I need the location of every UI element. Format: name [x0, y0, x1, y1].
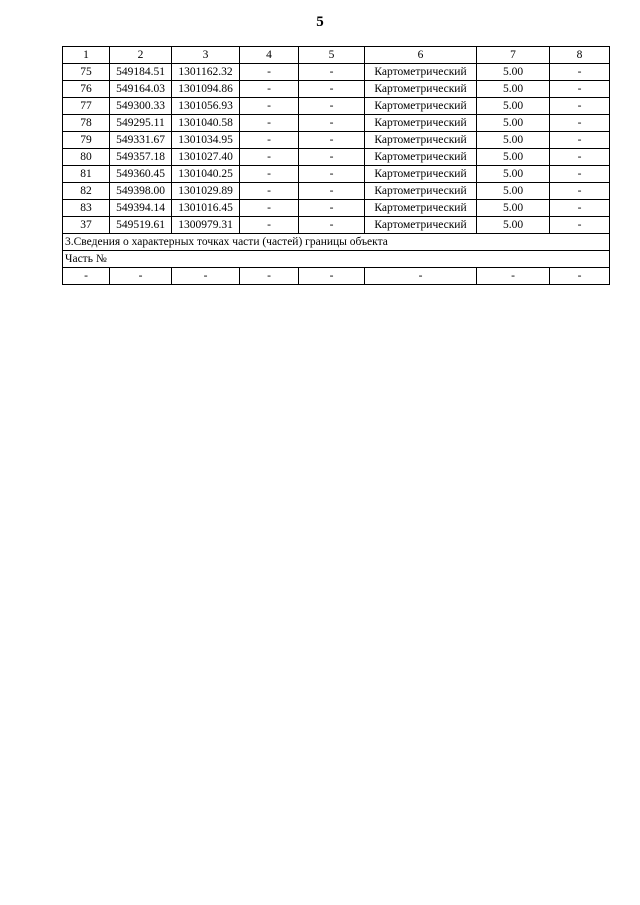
- table-cell: 1301040.58: [172, 115, 240, 132]
- table-cell: -: [550, 115, 610, 132]
- table-cell: 549360.45: [110, 166, 172, 183]
- part-label: Часть №: [63, 251, 610, 268]
- coordinates-table: [62, 46, 610, 285]
- table-cell: -: [550, 200, 610, 217]
- table-cell: 1301162.32: [172, 64, 240, 81]
- table-cell: 1300979.31: [172, 217, 240, 234]
- table-cell: -: [299, 81, 365, 98]
- table-cell: -: [240, 183, 299, 200]
- table-row: [63, 81, 610, 98]
- table-cell: 81: [63, 166, 110, 183]
- table-cell: -: [63, 268, 110, 285]
- table-cell: Картометрический: [365, 98, 477, 115]
- table-row: [63, 217, 610, 234]
- page-number: 5: [316, 14, 324, 30]
- table-cell: 80: [63, 149, 110, 166]
- table-cell: -: [299, 64, 365, 81]
- column-header: 8: [550, 47, 610, 64]
- table-cell: 76: [63, 81, 110, 98]
- column-header: 2: [110, 47, 172, 64]
- table-cell: 5.00: [477, 217, 550, 234]
- table-cell: -: [240, 149, 299, 166]
- table-cell: -: [240, 115, 299, 132]
- table-row: [63, 98, 610, 115]
- column-header: 7: [477, 47, 550, 64]
- table-cell: 1301040.25: [172, 166, 240, 183]
- table-cell: -: [365, 268, 477, 285]
- table-cell: 79: [63, 132, 110, 149]
- table-cell: -: [477, 268, 550, 285]
- table-cell: 549300.33: [110, 98, 172, 115]
- table-cell: -: [299, 217, 365, 234]
- table-body: [63, 64, 610, 234]
- table-cell: 37: [63, 217, 110, 234]
- section-title-row: [63, 234, 610, 251]
- column-header: 5: [299, 47, 365, 64]
- table-cell: -: [240, 81, 299, 98]
- table-cell: -: [299, 115, 365, 132]
- table-cell: -: [550, 183, 610, 200]
- table-cell: -: [172, 268, 240, 285]
- table-cell: 1301034.95: [172, 132, 240, 149]
- table-cell: Картометрический: [365, 217, 477, 234]
- table-cell: -: [240, 98, 299, 115]
- table-row: [63, 64, 610, 81]
- table-row: [63, 200, 610, 217]
- table-header-row: [63, 47, 610, 64]
- table-cell: -: [550, 132, 610, 149]
- table-cell: -: [299, 98, 365, 115]
- table-cell: -: [550, 149, 610, 166]
- table-cell: 78: [63, 115, 110, 132]
- table-cell: Картометрический: [365, 64, 477, 81]
- table-cell: -: [240, 64, 299, 81]
- table-cell: -: [299, 268, 365, 285]
- table-cell: -: [299, 132, 365, 149]
- table-cell: -: [240, 200, 299, 217]
- table-cell: 1301094.86: [172, 81, 240, 98]
- column-header: 4: [240, 47, 299, 64]
- table-cell: 549519.61: [110, 217, 172, 234]
- table-cell: -: [299, 149, 365, 166]
- table-row: [63, 115, 610, 132]
- table-cell: -: [550, 166, 610, 183]
- table-row: [63, 132, 610, 149]
- table-cell: 1301029.89: [172, 183, 240, 200]
- table-cell: Картометрический: [365, 200, 477, 217]
- table-cell: -: [299, 183, 365, 200]
- table-cell: Картометрический: [365, 149, 477, 166]
- table-cell: -: [550, 98, 610, 115]
- table-cell: -: [550, 64, 610, 81]
- table-cell: -: [550, 268, 610, 285]
- table-cell: 83: [63, 200, 110, 217]
- table-cell: 77: [63, 98, 110, 115]
- table-cell: -: [110, 268, 172, 285]
- table-cell: 549295.11: [110, 115, 172, 132]
- part-label-row: [63, 251, 610, 268]
- table-cell: -: [550, 217, 610, 234]
- table-cell: -: [240, 132, 299, 149]
- table-cell: 549184.51: [110, 64, 172, 81]
- table-cell: 549331.67: [110, 132, 172, 149]
- table-cell: 549164.03: [110, 81, 172, 98]
- column-header: 1: [63, 47, 110, 64]
- table-cell: Картометрический: [365, 183, 477, 200]
- table-cell: 549357.18: [110, 149, 172, 166]
- table-cell: -: [299, 166, 365, 183]
- table-cell: Картометрический: [365, 132, 477, 149]
- table-cell: 5.00: [477, 81, 550, 98]
- table-cell: -: [240, 268, 299, 285]
- table-cell: 5.00: [477, 183, 550, 200]
- table-cell: -: [550, 81, 610, 98]
- table-cell: 549398.00: [110, 183, 172, 200]
- table-cell: 5.00: [477, 115, 550, 132]
- table-cell: 82: [63, 183, 110, 200]
- table-row: [63, 149, 610, 166]
- table-cell: -: [299, 200, 365, 217]
- column-header: 6: [365, 47, 477, 64]
- column-header: 3: [172, 47, 240, 64]
- table-cell: Картометрический: [365, 166, 477, 183]
- table-cell: -: [240, 166, 299, 183]
- table-row: [63, 183, 610, 200]
- table-cell: 5.00: [477, 166, 550, 183]
- table-cell: 75: [63, 64, 110, 81]
- table-cell: 5.00: [477, 200, 550, 217]
- table-cell: 5.00: [477, 64, 550, 81]
- table-cell: Картометрический: [365, 81, 477, 98]
- empty-row: [63, 268, 610, 285]
- table-cell: -: [240, 217, 299, 234]
- table-cell: 1301016.45: [172, 200, 240, 217]
- table-cell: Картометрический: [365, 115, 477, 132]
- table-cell: 5.00: [477, 98, 550, 115]
- table-cell: 1301027.40: [172, 149, 240, 166]
- section-title: 3.Сведения о характерных точках части (частей) границы объекта: [63, 234, 610, 251]
- table-cell: 5.00: [477, 132, 550, 149]
- table-cell: 1301056.93: [172, 98, 240, 115]
- table-row: [63, 166, 610, 183]
- table-cell: 549394.14: [110, 200, 172, 217]
- table-cell: 5.00: [477, 149, 550, 166]
